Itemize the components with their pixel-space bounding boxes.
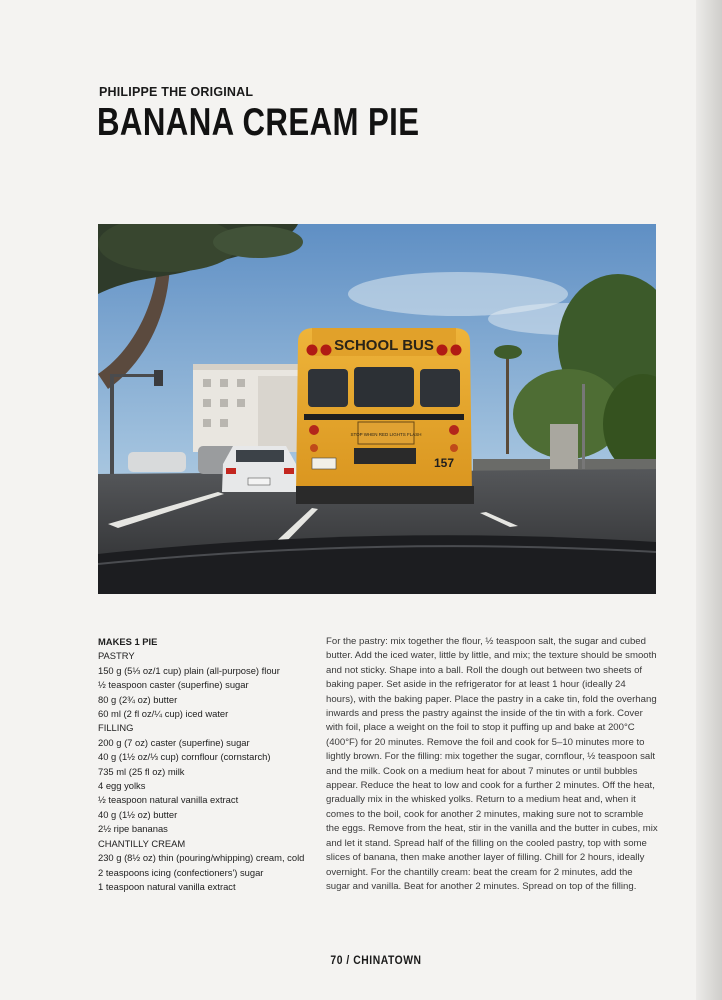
ingredient-item: 230 g (8½ oz) thin (pouring/whipping) cream, cold (98, 852, 305, 864)
recipe-title: BANANA CREAM PIE (97, 101, 420, 144)
ingredient-item: 150 g (5⅓ oz/1 cup) plain (all-purpose) flour (98, 664, 280, 676)
bus-number: 157 (433, 456, 455, 470)
page-edge-shadow (696, 0, 722, 1000)
restaurant-name: PHILIPPE THE ORIGINAL (99, 85, 254, 99)
recipe-photo (98, 224, 656, 594)
ingredient-list (98, 635, 318, 894)
ingredient-group-heading: PASTRY (98, 650, 135, 662)
ingredient-item: 80 g (2¾ oz) butter (98, 693, 178, 705)
recipe-yield: MAKES 1 PIE (98, 636, 158, 647)
ingredient-item: 4 egg yolks (98, 780, 146, 792)
ingredient-item: 60 ml (2 fl oz/¼ cup) iced water (98, 708, 229, 720)
bus-roof-sign: SCHOOL BUS (334, 337, 434, 354)
ingredient-group-heading: CHANTILLY CREAM (98, 837, 186, 849)
ingredient-item: 40 g (1½ oz/⅓ cup) cornflour (cornstarch) (98, 751, 271, 763)
ingredient-group-heading: FILLING (98, 722, 134, 734)
ingredient-item: 735 ml (25 fl oz) milk (98, 765, 185, 777)
ingredient-item: ½ teaspoon caster (superfine) sugar (98, 679, 249, 691)
method-text (326, 635, 658, 894)
bus-rear-sign: STOP WHEN RED LIGHTS FLASH (350, 432, 422, 437)
method-paragraph: For the pastry: mix together the flour, ½ teaspoon salt, the sugar and cubed butter. Add the iced water, little by little, and mix; the texture should be smooth and not sticky. Shape into a ball. Roll the dough out between two sheets of baking paper. Set aside in the refrigerator for at least 1 hour (ideally 24 hours), with the baking paper. Place the pastry in a cake tin, fold the overhang inwards and press the pastry against the inside of the tin with a fork. Cover with foil, place a weight on the foil to stop it puffing up and bake at 200°C (400°F) for 20 minutes. Remove the foil and cook for 5–10 minutes more to lightly brown. For the filling: mix together the sugar, cornflour, ½ teaspoon salt and the milk. Cook on a medium heat for about 7 minutes or until bubbles appear. Reduce the heat to low and cook for a further 2 minutes. Off the heat, gradually mix in the whisked yolks. Return to a medium heat and, when it comes to the boil, cook for another 2 minutes, making sure not to scramble the eggs. Remove from the heat, stir in the vanilla and the butter in cubes, mix and let it stand. Spread half of the filling on the cooled pastry, top with some slices of banana, then make another layer of filling. Chill for 2 hours, ideally overnight. For the chantilly cream: beat the cream for 2 minutes, add the sugar and vanilla. Beat for another 2 minutes. Spread on top of the filling. (326, 636, 658, 892)
ingredient-item: 2½ ripe bananas (98, 823, 168, 835)
ingredient-item: 200 g (7 oz) caster (superfine) sugar (98, 736, 250, 748)
ingredient-item: ½ teaspoon natural vanilla extract (98, 794, 239, 806)
ingredient-item: 40 g (1½ oz) butter (98, 808, 178, 820)
ingredient-item: 2 teaspoons icing (confectioners') sugar (98, 866, 264, 878)
ingredient-item: 1 teaspoon natural vanilla extract (98, 880, 236, 892)
page-folio: 70 / CHINATOWN (330, 955, 422, 967)
